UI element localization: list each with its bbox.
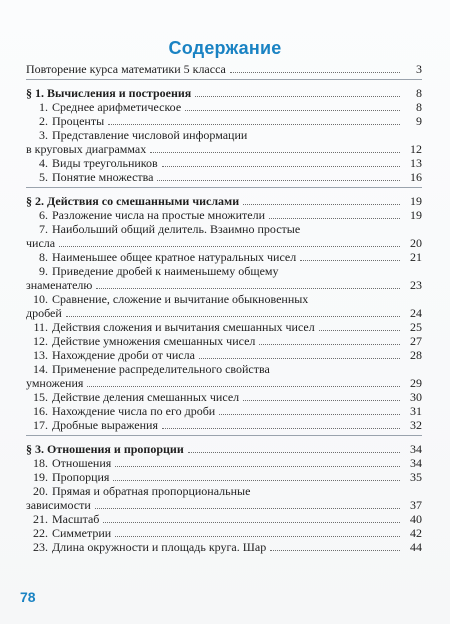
toc-item-row: [26, 128, 422, 142]
toc-item-continuation-row: [26, 142, 422, 156]
toc-section-row: [26, 442, 422, 456]
toc-item-text: Длина окружности и площадь круга. Шар: [52, 540, 267, 554]
toc-item-number: 7.: [39, 222, 48, 236]
toc-item-label: [26, 470, 109, 484]
toc-item-row: [26, 470, 422, 484]
toc-item-label: [26, 306, 62, 320]
toc-leader-dots: [230, 72, 400, 73]
toc-leader-dots: [162, 166, 400, 167]
toc-item-text: Дробные выражения: [52, 418, 158, 432]
toc-item-label: [26, 390, 239, 404]
toc-item-page: 40: [410, 512, 422, 526]
toc-item-label: [26, 156, 158, 170]
toc-leader-dots: [113, 480, 400, 481]
toc-section-label: § 1. Вычисления и построения: [26, 86, 192, 100]
toc-item-page: 9: [416, 114, 422, 128]
toc-item-label: [26, 114, 104, 128]
toc-item-text: Нахождение числа по его дроби: [52, 404, 216, 418]
toc-item-page: 25: [410, 320, 422, 334]
toc-item-label: [26, 348, 195, 362]
toc-item-text: Наибольший общий делитель. Взаимно простые: [52, 222, 301, 236]
toc-leader-dots: [219, 414, 400, 415]
toc-item-row: [26, 250, 422, 264]
toc-item-number: 19.: [33, 470, 48, 484]
toc-item-label: [26, 292, 308, 306]
toc-item-page: 21: [410, 250, 422, 264]
toc-leader-dots: [243, 204, 400, 205]
toc-item-label: [26, 456, 111, 470]
toc-item-number: 22.: [33, 526, 48, 540]
toc-item-label: [26, 222, 300, 236]
toc-item-label: [26, 376, 83, 390]
toc-leader-dots: [115, 536, 400, 537]
toc-leader-dots: [199, 358, 400, 359]
toc-item-row: [26, 114, 422, 128]
toc-item-page: 32: [410, 418, 422, 432]
toc-item-page: 12: [410, 142, 422, 156]
toc-item-text: Отношения: [52, 456, 112, 470]
toc-item-label: [26, 264, 279, 278]
toc-leader-dots: [96, 288, 400, 289]
toc-leader-dots: [103, 522, 400, 523]
toc-leader-dots: [195, 96, 400, 97]
table-of-contents: [26, 62, 422, 554]
toc-item-text: числа: [26, 236, 56, 250]
toc-item-text: Сравнение, сложение и вычитание обыкновенных: [52, 292, 309, 306]
toc-leader-dots: [270, 550, 400, 551]
toc-item-continuation-row: [26, 376, 422, 390]
toc-item-row: [26, 264, 422, 278]
toc-leader-dots: [188, 452, 400, 453]
toc-item-label: [26, 526, 111, 540]
page-title: Содержание: [168, 38, 282, 58]
toc-item-label: [26, 540, 266, 554]
toc-item-row: [26, 390, 422, 404]
toc-leader-dots: [87, 386, 400, 387]
toc-item-page: 27: [410, 334, 422, 348]
toc-item-number: 12.: [33, 334, 48, 348]
toc-leader-dots: [319, 330, 400, 331]
toc-intro-page: 3: [416, 62, 422, 76]
toc-leader-dots: [157, 180, 400, 181]
toc-item-row: [26, 456, 422, 470]
toc-item-label: [26, 404, 215, 418]
toc-item-text: Применение распределительного свойства: [52, 362, 270, 376]
toc-intro-label: Повторение курса математики 5 класса: [26, 62, 226, 76]
toc-item-number: 2.: [39, 114, 48, 128]
toc-item-label: [26, 170, 153, 184]
toc-item-text: умножения: [26, 376, 84, 390]
toc-item-number: 13.: [33, 348, 48, 362]
toc-item-page: 24: [410, 306, 422, 320]
toc-item-page: 31: [410, 404, 422, 418]
toc-item-row: [26, 362, 422, 376]
toc-item-number: 4.: [39, 156, 48, 170]
toc-item-row: [26, 512, 422, 526]
toc-leader-dots: [243, 400, 400, 401]
toc-item-text: Масштаб: [52, 512, 100, 526]
toc-leader-dots: [115, 466, 400, 467]
toc-item-text: Действие деления смешанных чисел: [52, 390, 240, 404]
toc-item-page: 42: [410, 526, 422, 540]
toc-item-number: 5.: [39, 170, 48, 184]
toc-item-text: дробей: [26, 306, 62, 320]
toc-item-page: 37: [410, 498, 422, 512]
toc-section-row: [26, 194, 422, 208]
toc-item-page: 8: [416, 100, 422, 114]
toc-item-label: [26, 278, 92, 292]
toc-item-label: [26, 128, 247, 142]
toc-item-row: [26, 222, 422, 236]
toc-item-number: 6.: [39, 208, 48, 222]
toc-item-text: Среднее арифметическое: [52, 100, 182, 114]
toc-item-text: Разложение числа на простые множители: [52, 208, 265, 222]
toc-item-row: [26, 526, 422, 540]
toc-item-text: знаменателю: [26, 278, 93, 292]
toc-intro-row: [26, 62, 422, 76]
toc-item-label: [26, 484, 250, 498]
toc-item-row: [26, 170, 422, 184]
toc-item-text: Симметрии: [52, 526, 112, 540]
toc-leader-dots: [108, 124, 400, 125]
toc-section-page: 8: [416, 86, 422, 100]
toc-leader-dots: [185, 110, 400, 111]
toc-item-number: 9.: [39, 264, 48, 278]
toc-item-text: Пропорция: [52, 470, 110, 484]
toc-section-label: § 3. Отношения и пропорции: [26, 442, 184, 456]
toc-item-row: [26, 348, 422, 362]
toc-item-text: Проценты: [52, 114, 105, 128]
toc-item-page: 34: [410, 456, 422, 470]
toc-leader-dots: [150, 152, 400, 153]
toc-item-number: 17.: [33, 418, 48, 432]
toc-item-row: [26, 208, 422, 222]
toc-item-number: 10.: [33, 292, 48, 306]
toc-item-row: [26, 100, 422, 114]
toc-item-page: 16: [410, 170, 422, 184]
toc-item-text: зависимости: [26, 498, 91, 512]
toc-item-number: 20.: [33, 484, 48, 498]
toc-item-page: 30: [410, 390, 422, 404]
toc-item-label: [26, 418, 158, 432]
toc-item-number: 16.: [33, 404, 48, 418]
toc-leader-dots: [162, 428, 400, 429]
toc-item-number: 8.: [39, 250, 48, 264]
toc-section-page: 19: [410, 194, 422, 208]
toc-item-continuation-row: [26, 498, 422, 512]
toc-item-page: 20: [410, 236, 422, 250]
toc-item-number: 1.: [39, 100, 48, 114]
toc-item-text: Виды треугольников: [52, 156, 158, 170]
toc-item-row: [26, 418, 422, 432]
toc-item-text: Наименьшее общее кратное натуральных чисел: [52, 250, 297, 264]
toc-item-row: [26, 484, 422, 498]
toc-item-page: 19: [410, 208, 422, 222]
toc-item-text: Понятие множества: [52, 170, 154, 184]
toc-item-label: [26, 498, 91, 512]
toc-item-label: [26, 250, 296, 264]
toc-leader-dots: [59, 246, 400, 247]
toc-section-label: § 2. Действия со смешанными числами: [26, 194, 240, 208]
section-divider: [26, 435, 422, 436]
section-divider: [26, 187, 422, 188]
toc-item-text: Действие умножения смешанных чисел: [52, 334, 256, 348]
toc-item-page: 13: [410, 156, 422, 170]
toc-item-continuation-row: [26, 306, 422, 320]
toc-item-row: [26, 292, 422, 306]
toc-item-page: 23: [410, 278, 422, 292]
toc-leader-dots: [66, 316, 400, 317]
toc-leader-dots: [95, 508, 400, 509]
toc-item-row: [26, 334, 422, 348]
toc-section-page: 34: [410, 442, 422, 456]
toc-item-continuation-row: [26, 236, 422, 250]
toc-item-number: 23.: [33, 540, 48, 554]
toc-item-text: Прямая и обратная пропорциональные: [52, 484, 251, 498]
toc-item-text: Приведение дробей к наименьшему общему: [52, 264, 279, 278]
toc-leader-dots: [269, 218, 400, 219]
toc-item-text: Представление числовой информации: [52, 128, 248, 142]
toc-item-text: Нахождение дроби от числа: [52, 348, 195, 362]
toc-item-label: [26, 208, 265, 222]
toc-item-number: 15.: [33, 390, 48, 404]
toc-item-page: 44: [410, 540, 422, 554]
toc-item-label: [26, 236, 55, 250]
toc-item-row: [26, 320, 422, 334]
toc-item-label: [26, 512, 99, 526]
toc-item-label: [26, 142, 146, 156]
toc-item-text: Действия сложения и вычитания смешанных чисел: [52, 320, 315, 334]
toc-section-row: [26, 86, 422, 100]
toc-item-number: 3.: [39, 128, 48, 142]
toc-item-page: 29: [410, 376, 422, 390]
toc-item-label: [26, 100, 181, 114]
toc-item-continuation-row: [26, 278, 422, 292]
section-divider: [26, 79, 422, 80]
toc-item-label: [26, 320, 315, 334]
toc-item-number: 14.: [33, 362, 48, 376]
toc-item-label: [26, 334, 255, 348]
toc-item-label: [26, 362, 270, 376]
toc-item-number: 21.: [33, 512, 48, 526]
toc-item-text: в круговых диаграммах: [26, 142, 147, 156]
toc-item-page: 28: [410, 348, 422, 362]
toc-sections: [26, 86, 422, 554]
toc-leader-dots: [300, 260, 400, 261]
page-number: 78: [20, 589, 36, 605]
toc-leader-dots: [259, 344, 400, 345]
toc-item-number: 18.: [33, 456, 48, 470]
toc-item-row: [26, 156, 422, 170]
toc-item-page: 35: [410, 470, 422, 484]
toc-item-row: [26, 404, 422, 418]
toc-item-number: 11.: [33, 320, 48, 334]
toc-item-row: [26, 540, 422, 554]
